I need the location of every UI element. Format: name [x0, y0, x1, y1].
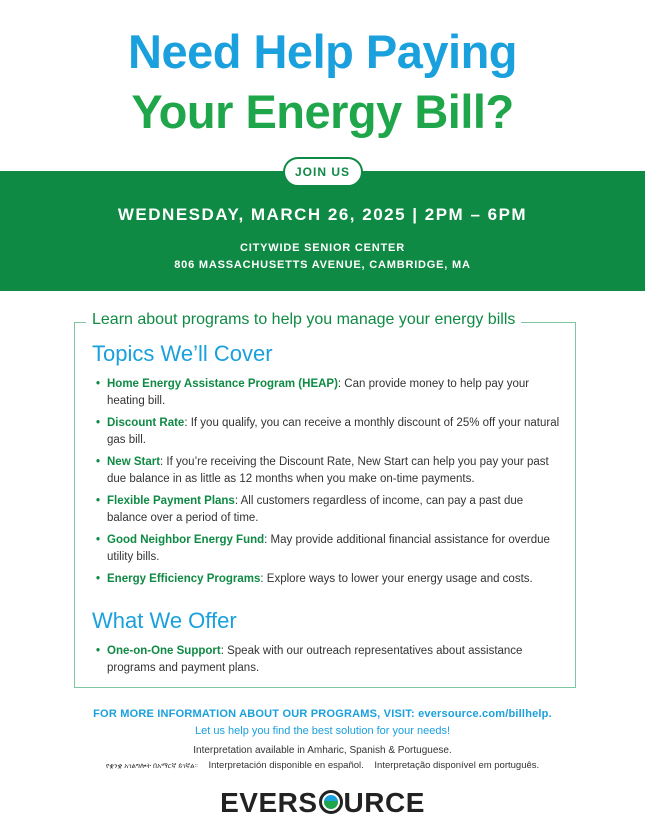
headline-line-1: Need Help Paying [128, 25, 517, 78]
venue-address: 806 MASSACHUSETTS AVENUE, CAMBRIDGE, MA [174, 259, 471, 271]
topics-list [96, 376, 566, 593]
list-item: • One-on-One Support: Speak with our outreach representatives about assistance programs and payment plans. [96, 645, 523, 674]
logo-o-mark-icon [319, 790, 343, 814]
interpretation-spanish: Interpretación disponible en español. [208, 760, 364, 771]
list-item: • Good Neighbor Energy Fund: May provide additional financial assistance for overdue utility bills. [96, 534, 550, 563]
venue-name: CITYWIDE SENIOR CENTER [240, 242, 405, 254]
help-line: Let us help you find the best solution for your needs! [195, 725, 450, 737]
more-info-line: FOR MORE INFORMATION ABOUT OUR PROGRAMS, VISIT: eversource.com/billhelp. [93, 708, 552, 720]
list-item: • Home Energy Assistance Program (HEAP): Can provide money to help pay your heating bill. [96, 378, 530, 407]
topics-title: Topics We’ll Cover [92, 341, 273, 366]
event-date-time: WEDNESDAY, MARCH 26, 2025 | 2PM – 6PM [117, 205, 528, 224]
join-us-badge: JOIN US [283, 157, 363, 187]
event-banner [0, 171, 645, 291]
offer-list [96, 643, 566, 682]
interpretation-note: Interpretation available in Amharic, Spanish & Portuguese. [193, 745, 452, 756]
interpretation-amharic: የቋንቋ አገልግሎት በአማርኛ ይገኛል። [105, 763, 198, 770]
programs-box-heading: Learn about programs to help you manage your energy bills [86, 311, 521, 329]
list-item: • Flexible Payment Plans: All customers regardless of income, can pay a past due balance over a period of time. [96, 495, 524, 524]
eversource-logo: EVERS URCE [220, 787, 425, 818]
list-item: • Discount Rate: If you qualify, you can receive a monthly discount of 25% off your natural gas bill. [96, 417, 560, 446]
headline-line-2: Your Energy Bill? [131, 85, 514, 138]
list-item: • New Start: If you’re receiving the Discount Rate, New Start can help you pay your past due balance in as little as 12 months when you make on-time payments. [96, 456, 549, 485]
interpretation-languages [0, 760, 645, 771]
offer-title: What We Offer [92, 608, 237, 633]
interpretation-portuguese: Interpretação disponível em português. [374, 760, 540, 771]
list-item: • Energy Efficiency Programs: Explore ways to lower your energy usage and costs. [96, 573, 533, 585]
